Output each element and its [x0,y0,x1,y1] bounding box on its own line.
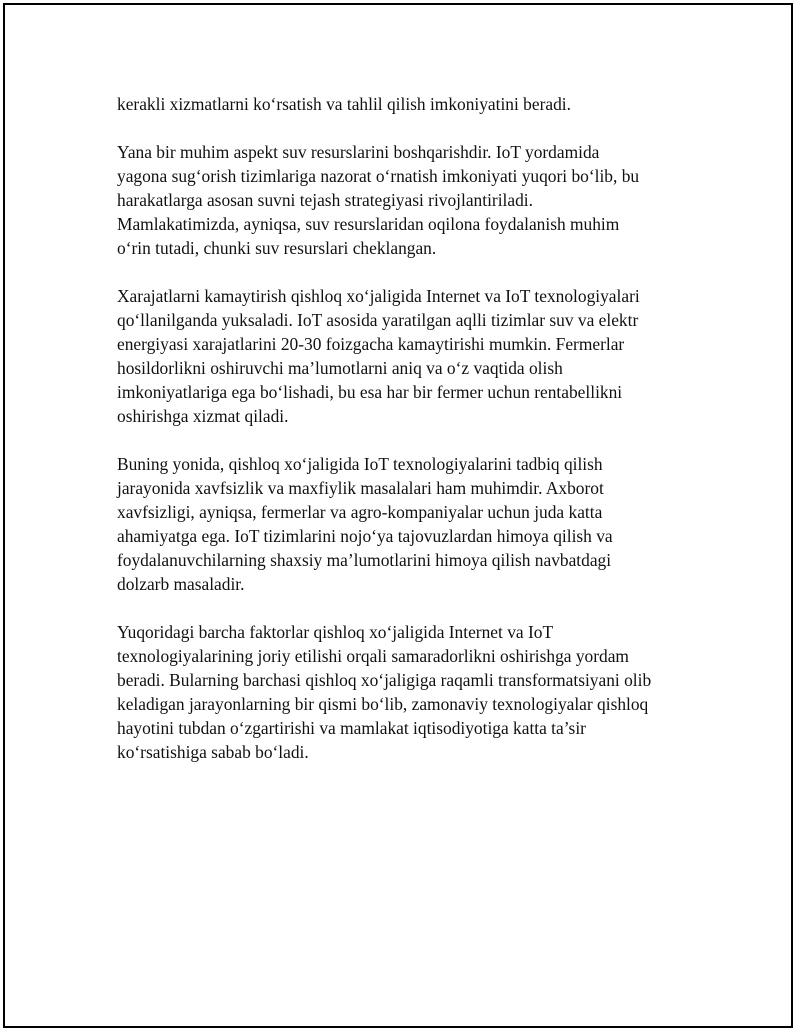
paragraph-5: Yuqoridagi barcha faktorlar qishloq xo‘jaligida Internet va IoT texnologiyalarining joriy etilishi orqali samaradorlikni oshirishga yordam beradi. Bularning barchasi qishloq xo‘jaligiga raqamli transformatsiyani olib keladigan jarayonlarning bir qismi bo‘lib, zamonaviy texnologiyalar qishloq hayotini tubdan o‘zgartirishi va mamlakat iqtisodiyotiga katta ta’sir ko‘rsatishiga sabab bo‘ladi. [117,622,652,762]
paragraph-1: kerakli xizmatlarni ko‘rsatish va tahlil qilish imkoniyatini beradi. [117,94,571,114]
paragraph-4: Buning yonida, qishloq xo‘jaligida IoT texnologiyalarini tadbiq qilish jarayonida xavfsizlik va maxfiylik masalalari ham muhimdir. Axborot xavfsizligi, ayniqsa, fermerlar va agro-kompaniyalar uchun juda katta ahamiyatga ega. IoT tizimlarini nojo‘ya tajovuzlardan himoya qilish va foydalanuvchilarning shaxsiy ma’lumotlarini himoya qilish navbatdagi dolzarb masaladir. [117,454,613,594]
paragraph-3: Xarajatlarni kamaytirish qishloq xo‘jaligida Internet va IoT texnologiyalari qo‘llanilganda yuksaladi. IoT asosida yaratilgan aqlli tizimlar suv va elektr energiyasi xarajatlarini 20-30 foizgacha kamaytirishi mumkin. Fermerlar hosildorlikni oshiruvchi ma’lumotlarni aniq va o‘z vaqtida olish imkoniyatlariga ega bo‘lishadi, bu esa har bir fermer uchun rentabellikni oshirishga xizmat qiladi. [117,286,640,426]
document-body [117,92,702,788]
paragraph-2: Yana bir muhim aspekt suv resurslarini boshqarishdir. IoT yordamida yagona sug‘orish tizimlariga nazorat o‘rnatish imkoniyati yuqori bo‘lib, bu harakatlarga asosan suvni tejash strategiyasi rivojlantiriladi. Mamlakatimizda, ayniqsa, suv resurslaridan oqilona foydalanish muhim o‘rin tutadi, chunki suv resurslari cheklangan. [117,142,640,258]
